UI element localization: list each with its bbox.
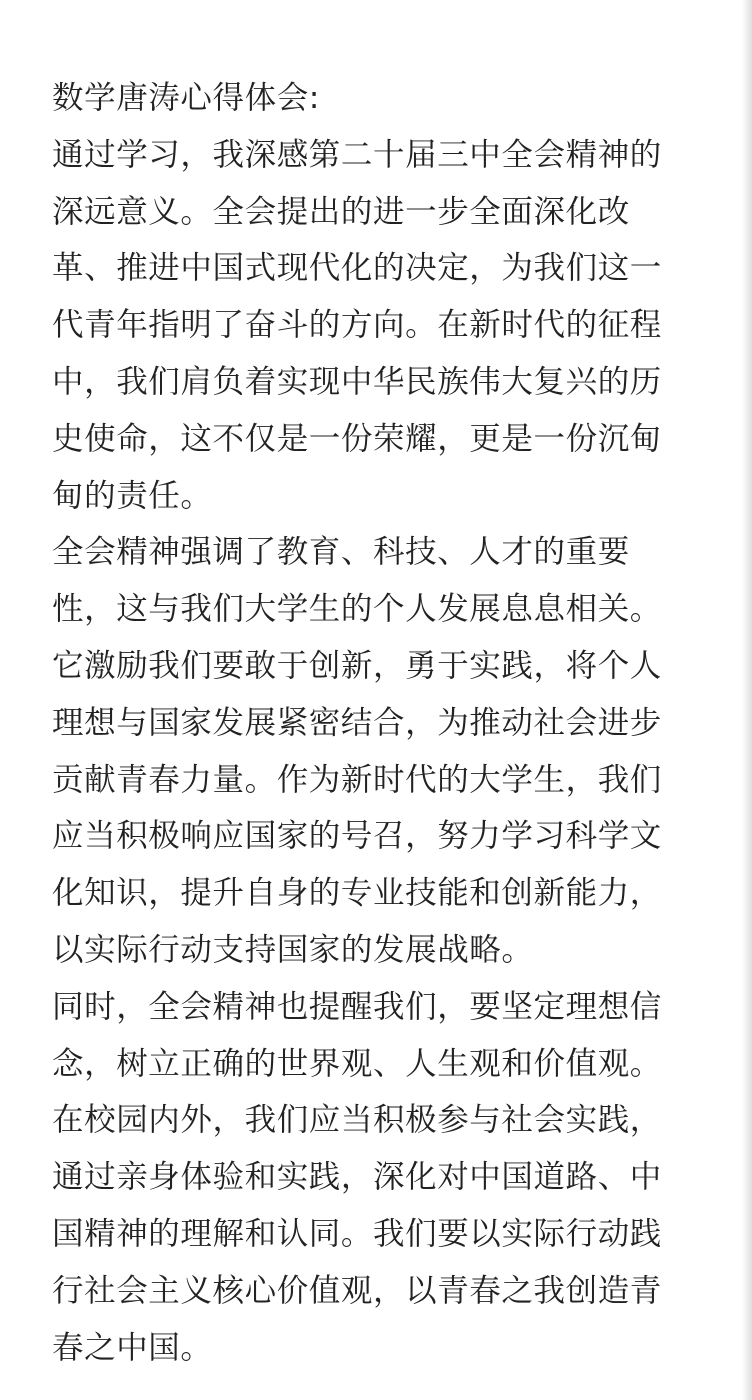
paragraph-line: 通过亲身体验和实践，深化对中国道路、中 xyxy=(52,1159,662,1196)
paragraph-line: 代青年指明了奋斗的方向。在新时代的征程 xyxy=(52,307,662,344)
paragraph-line: 理想与国家发展紧密结合，为推动社会进步 xyxy=(52,704,662,741)
paragraph-line: 以实际行动支持国家的发展战略。 xyxy=(52,931,534,968)
paragraph-line: 革、推进中国式现代化的决定，为我们这一 xyxy=(52,250,662,287)
paragraph-line: 通过学习，我深感第二十届三中全会精神的 xyxy=(52,136,662,173)
paragraph-line: 史使命，这不仅是一份荣耀，更是一份沉甸 xyxy=(52,420,662,457)
document-title: 数学唐涛心得体会: xyxy=(52,80,321,116)
page-edge-shadow xyxy=(742,0,752,1400)
paragraph-line: 它激励我们要敢于创新，勇于实践，将个人 xyxy=(52,647,662,684)
paragraph-line: 深远意义。全会提出的进一步全面深化改 xyxy=(52,193,630,230)
paragraph-line: 在校园内外，我们应当积极参与社会实践， xyxy=(52,1102,662,1139)
paragraph-line: 同时，全会精神也提醒我们，要坚定理想信 xyxy=(52,988,662,1025)
paragraph-line: 春之中国。 xyxy=(52,1329,213,1366)
paragraph-line: 甸的责任。 xyxy=(52,477,213,514)
paragraph-line: 国精神的理解和认同。我们要以实际行动践 xyxy=(52,1215,662,1252)
paragraph-line: 化知识，提升自身的专业技能和创新能力， xyxy=(52,875,662,912)
paragraph-line: 念，树立正确的世界观、人生观和价值观。 xyxy=(52,1045,662,1082)
paragraph-line: 贡献青春力量。作为新时代的大学生，我们 xyxy=(52,761,662,798)
paragraph-line: 行社会主义核心价值观，以青春之我创造青 xyxy=(52,1272,662,1309)
paragraph-line: 全会精神强调了教育、科技、人才的重要 xyxy=(52,534,630,571)
paragraph-line: 性，这与我们大学生的个人发展息息相关。 xyxy=(52,591,662,628)
paragraph-line: 应当积极响应国家的号召，努力学习科学文 xyxy=(52,818,662,855)
document-body xyxy=(52,70,702,1376)
paragraph-line: 中，我们肩负着实现中华民族伟大复兴的历 xyxy=(52,363,662,400)
